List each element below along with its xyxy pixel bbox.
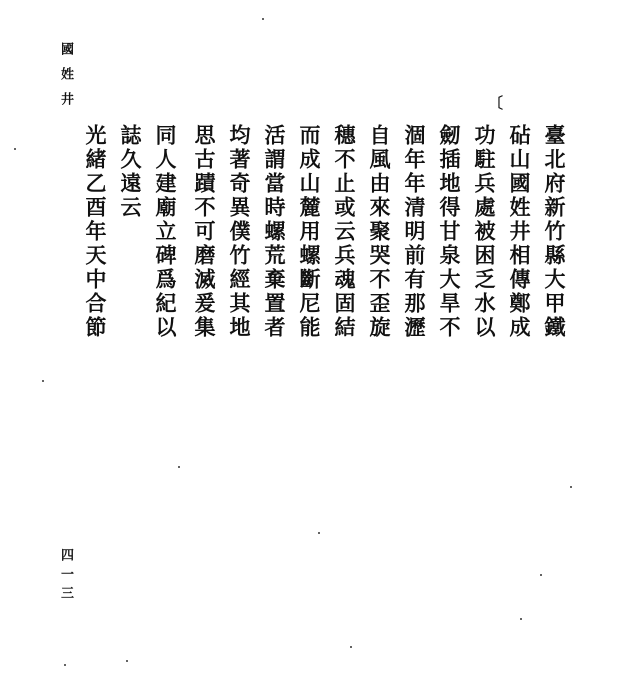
text-column: 砧山國姓井相傳鄭成	[507, 124, 532, 340]
scan-speck	[178, 466, 180, 468]
scan-speck	[318, 532, 320, 534]
text-column: 思古蹟不可磨滅爰集	[192, 124, 217, 340]
text-column: 功駐兵處被困乏水以	[472, 124, 497, 340]
scan-speck	[42, 380, 44, 382]
scan-speck	[520, 618, 522, 620]
scan-speck	[350, 646, 352, 648]
page-number: 四一三	[58, 548, 73, 605]
text-column: 光緒乙酉年天中合節	[83, 124, 108, 340]
text-column: 誌久遠云	[118, 124, 143, 220]
scan-speck	[262, 18, 264, 20]
scan-speck	[570, 486, 572, 488]
text-column: 涸年年清明前有那瀝	[402, 124, 427, 340]
text-column: 臺北府新竹縣大甲鐵	[542, 124, 567, 340]
text-column: 劒插地得甘泉大旱不	[437, 124, 462, 340]
scan-speck	[540, 574, 542, 576]
text-column: 穗不止或云兵魂固結	[332, 124, 357, 340]
text-column: 而成山麓用螺斷尼能	[297, 124, 322, 340]
running-header: 國姓井	[58, 42, 73, 117]
text-column: 活謂當時螺荒棄置者	[262, 124, 287, 340]
text-column: 自風由來聚哭不歪旋	[367, 124, 392, 340]
text-column: 均著奇異僕竹經其地	[227, 124, 252, 340]
scan-speck	[126, 660, 128, 662]
text-column: 同人建廟立碑爲紀以	[153, 124, 178, 340]
scan-speck	[64, 664, 66, 666]
scan-speck	[14, 148, 16, 150]
section-mark: 〔	[488, 94, 504, 112]
